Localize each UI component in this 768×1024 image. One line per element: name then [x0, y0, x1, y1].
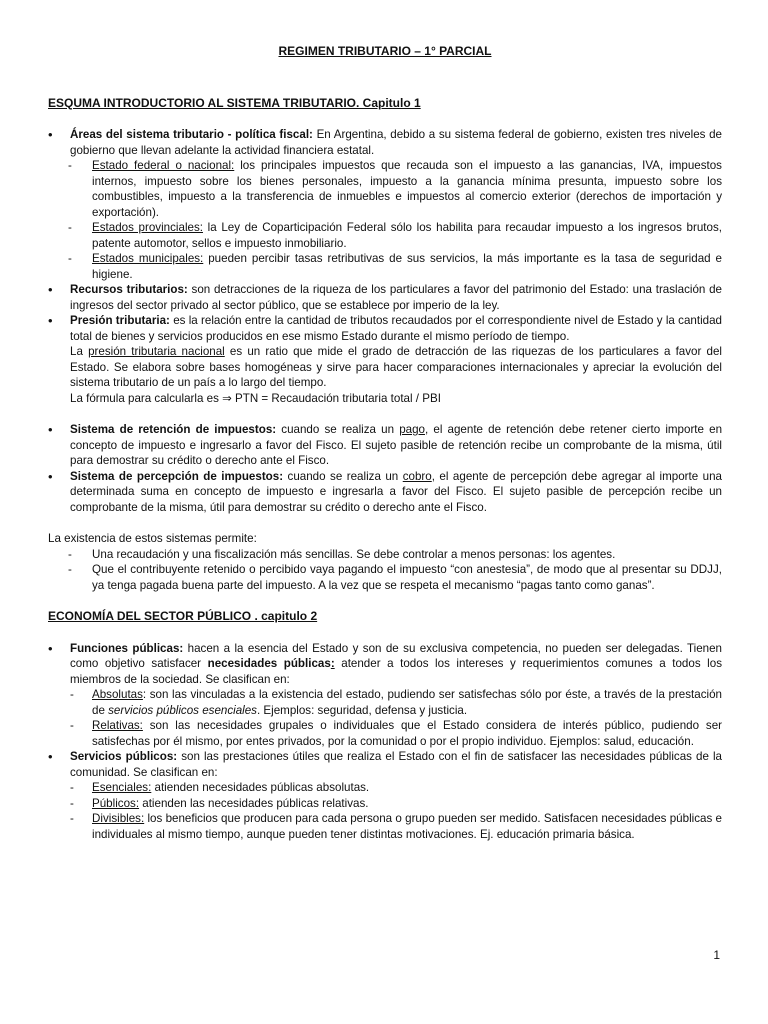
- text-servicios: son las prestaciones útiles que realiza el Estado con el fin de satisfacer las necesidades públicas de la comunidad. Se clasifican en:: [70, 750, 722, 779]
- subitem-federal: [48, 158, 722, 220]
- term-percepcion: Sistema de percepción de impuestos:: [70, 469, 284, 483]
- bullet-recursos: [48, 282, 722, 313]
- text-percepcion: , el agente de percepción debe agregar al importe una determinada suma en concepto de impuesto e ingresarla a favor del Fisco. El sujeto pasible de percepción recibe un comprobante de la misma, útil para demostrar su crédito o derecho ante el Fisco.: [70, 469, 723, 514]
- text-divisibles: los beneficios que producen para cada persona o grupo pueden ser medido. Satisfacen necesidades públicas e individuales al mismo tiempo, aunque pueden tener distintas motivaciones. Ej. educación primaria básica.: [92, 812, 722, 841]
- subitem-absolutas: [70, 687, 722, 718]
- subitem-publicos: [70, 796, 722, 812]
- text-absolutas-1: : son las vinculadas a la existencia del estado, pudiendo ser satisfechas sólo por éste, a través de la prestación de: [92, 688, 722, 717]
- bullet-presion: [48, 313, 722, 344]
- bullet-funciones: [48, 641, 722, 688]
- term-presion: Presión tributaria:: [70, 314, 170, 327]
- page-number: 1: [713, 948, 720, 962]
- spacer: [48, 406, 722, 422]
- text-percepcion-pre: cuando se realiza un: [283, 469, 403, 483]
- term-municipal: Estados municipales:: [92, 252, 204, 265]
- section-heading-1: ESQUMA INTRODUCTORIO AL SISTEMA TRIBUTARIO. Capitulo 1: [48, 95, 421, 110]
- text-relativas: son las necesidades grupales o individuales que el Estado considera de interés público, pudiendo ser satisfechas por él mismo, por entes privados, por la comunidad o por el propio individuo. Ejemplos: salud, educación.: [92, 719, 722, 748]
- term-recursos: Recursos tributarios:: [70, 283, 188, 296]
- section-heading-2: ECONOMÍA DEL SECTOR PÚBLICO . capitulo 2: [48, 609, 318, 623]
- bullet-percepcion: [48, 469, 722, 516]
- term-pago: pago: [399, 423, 425, 436]
- term-esenciales: Esenciales:: [92, 781, 152, 794]
- text-absolutas-2: . Ejemplos: seguridad, defensa y justicia.: [256, 703, 468, 717]
- text-retencion-pre: cuando se realiza un: [276, 423, 400, 436]
- bullet-servicios: [48, 749, 722, 780]
- text-federal: los principales impuestos que recauda son el impuesto a las ganancias, IVA, impuestos internos, impuesto sobre los bienes personales, impuesto a la ganancia mínima presunta, impuesto sobre los combustibles, impuesto a la transferencia de inmuebles e impuestos al comercio exterior (derechos de importación y exportación).: [92, 159, 722, 219]
- term-provincial: Estados provinciales:: [92, 221, 203, 234]
- term-funciones: Funciones públicas:: [70, 641, 184, 655]
- term-servicios: Servicios públicos:: [70, 750, 178, 763]
- term-cobro: cobro: [402, 469, 432, 483]
- subitem-relativas: [70, 718, 722, 749]
- text-recursos: son detracciones de la riqueza de los particulares a favor del patrimonio del Estado: una traslación de ingresos del sector privado al sector público, que se establece por imperio de la ley.: [70, 283, 722, 312]
- text-presion2-pre: La: [70, 345, 89, 358]
- subitem-divisibles: [70, 811, 722, 842]
- text-retencion: , el agente de retención debe retener cierto importe en concepto de impuesto e ingresarlo a favor del Fisco. El sujeto pasible de retención recibe un comprobante de la misma, útil para demostrar su crédito o derecho ante el Fisco.: [70, 423, 723, 467]
- term-areas: Áreas del sistema tributario - política fiscal:: [70, 128, 313, 141]
- term-necesidades-publicas: necesidades públicas: [207, 657, 331, 670]
- text-funciones-1: hacen a la esencia del Estado y son de su exclusiva competencia, no pueden ser delegadas. Tienen como objetivo satisfacer: [70, 641, 723, 670]
- subitem-esenciales: [70, 780, 722, 796]
- term-presion-nacional: presión tributaria nacional: [88, 345, 225, 358]
- bullet-areas: [48, 127, 722, 158]
- text-municipal: pueden percibir tasas retributivas de sus servicios, la más importante es la tasa de seguridad e higiene.: [92, 252, 722, 281]
- text-esenciales: atienden necesidades públicas absolutas.: [151, 781, 370, 794]
- spacer: [48, 593, 722, 609]
- term-publicos: Públicos:: [92, 796, 140, 810]
- text-presion: es la relación entre la cantidad de tributos recaudados por el correspondiente nivel de Estado y la cantidad total de bienes y servicios producidos en ese mismo Estado durante el mismo período de tiempo.: [70, 314, 722, 343]
- text-provincial: la Ley de Coparticipación Federal sólo los habilita para recaudar impuesto a los ingresos brutos, patente automotor, sellos e impuesto inmobiliario.: [92, 221, 722, 250]
- spacer: [48, 515, 722, 531]
- colon-necesidades: :: [330, 657, 335, 670]
- text-presion2: es un ratio que mide el grado de detracción de las riquezas de los particulares a favor del Estado. Se elabora sobre bases homogéneas y sirve para hacer comparaciones internacionales y apreciar la evolución del sistema tributario de un país a lo largo del tiempo.: [70, 345, 722, 389]
- list-funciones: [48, 687, 722, 749]
- subitem-existencia-1: - Una recaudación y una fiscalización más sencillas. Se debe controlar a menos personas: los agentes.: [48, 547, 722, 563]
- para-existencia: La existencia de estos sistemas permite:: [48, 532, 257, 545]
- term-servicios-esenciales: servicios públicos esenciales: [108, 703, 257, 717]
- term-divisibles: Divisibles:: [92, 812, 145, 825]
- term-federal: Estado federal o nacional:: [92, 159, 235, 172]
- term-retencion: Sistema de retención de impuestos:: [70, 423, 277, 436]
- para-presion-nacional: [48, 344, 722, 391]
- subitem-provincial: [48, 220, 722, 251]
- document-title: REGIMEN TRIBUTARIO – 1° PARCIAL: [278, 44, 492, 58]
- subitem-municipal: [48, 251, 722, 282]
- text-funciones-2: atender a todos los intereses y requerimientos comunes a todos los miembros de la sociedad. Se clasifican en:: [70, 657, 722, 686]
- text-publicos: atienden las necesidades públicas relativas.: [139, 796, 369, 810]
- term-relativas: Relativas:: [92, 719, 143, 732]
- list-servicios: [48, 780, 722, 842]
- subitem-existencia-2: - Que el contribuyente retenido o percibido vaya pagando el impuesto “con anestesia”, de modo que al presentar su DDJJ, ya tenga pagada buena parte del impuesto. A la vez que se respeta el mecanismo “pagas tanto como ganas”.: [48, 562, 722, 593]
- term-absolutas: Absolutas: [92, 688, 143, 701]
- formula-ptn: La fórmula para calcularla es ⇒ PTN = Recaudación tributaria total / PBI: [70, 391, 441, 405]
- bullet-retencion: [48, 422, 722, 469]
- text-areas: En Argentina, debido a su sistema federal de gobierno, existen tres niveles de gobierno que llevan adelante la actividad financiera estatal.: [70, 128, 722, 157]
